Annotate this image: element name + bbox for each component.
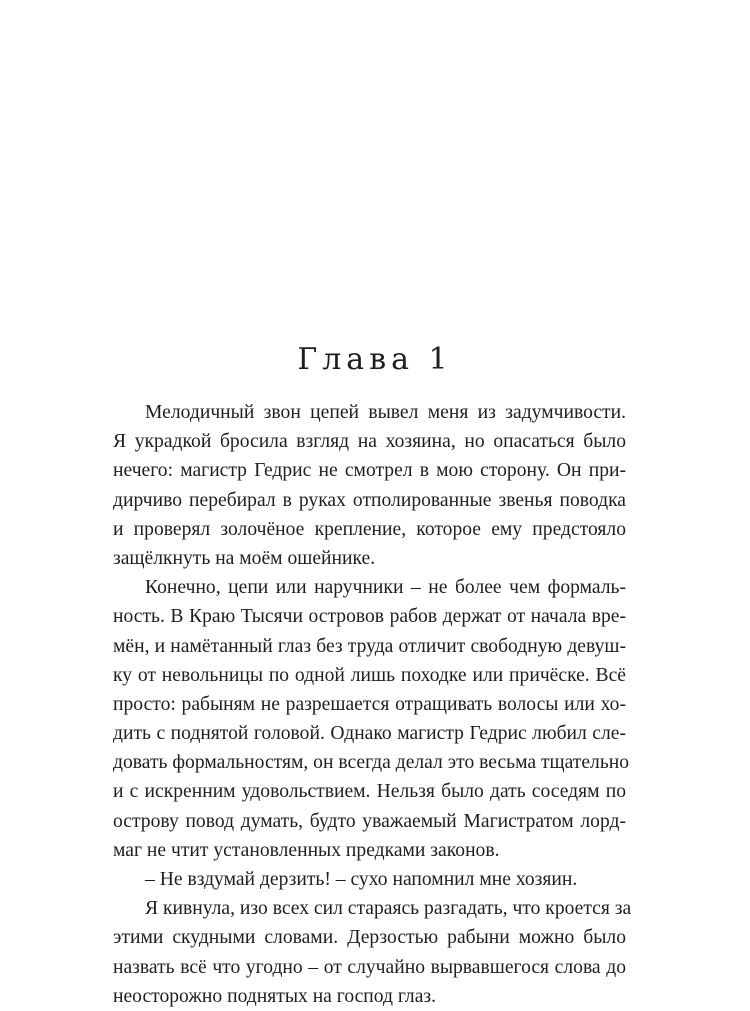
text-line: Мелодичный звон цепей вывел меня из задумчивости. <box>145 402 626 423</box>
text-line: дить с поднятой головой. Однако магистр Гедрис любил сле- <box>113 723 626 745</box>
chapter-body-text <box>113 398 632 1011</box>
text-line: острову повод думать, будто уважаемый Магистратом лорд- <box>113 810 626 832</box>
text-line: дирчиво перебирал в руках отполированные звенья поводка <box>113 489 626 511</box>
text-line: довать формальностям, он всегда делал это весьма тщательно <box>113 752 630 774</box>
text-line: назвать всё что угодно – от случайно вырвавшегося слова до <box>113 956 626 978</box>
chapter-title: Глава 1 <box>297 342 453 377</box>
text-line: Я кивнула, изо всех сил стараясь разгадать, что кроется за <box>145 898 632 920</box>
text-line: и проверял золочёное крепление, которое ему предстояло <box>113 518 626 540</box>
text-line: ность. В Краю Тысячи островов рабов держат от начала вре- <box>113 606 626 628</box>
text-line: маг не чтит установленных предками законов. <box>113 839 500 861</box>
text-line: и с искренним удовольствием. Нельзя было дать соседям по <box>113 781 626 803</box>
text-line: нечего: магистр Гедрис не смотрел в мою сторону. Он при- <box>113 460 626 482</box>
text-line: этими скудными словами. Дерзостью рабыни можно было <box>113 927 626 949</box>
text-line: Я украдкой бросила взгляд на хозяина, но опасаться было <box>113 431 626 453</box>
text-line: защёлкнуть на моём ошейнике. <box>113 547 376 569</box>
text-line: Конечно, цепи или наручники – не более чем формаль- <box>145 577 626 599</box>
text-line: неосторожно поднятых на господ глаз. <box>113 985 437 1007</box>
text-line: – Не вздумай дерзить! – сухо напомнил мне хозяин. <box>145 869 578 890</box>
text-line: мён, и намётанный глаз без труда отличит свободную девуш- <box>113 635 626 657</box>
text-line: ку от невольницы по одной лишь походке или причёске. Всё <box>113 664 626 686</box>
text-line: просто: рабыням не разрешается отращивать волосы или хо- <box>113 693 626 715</box>
